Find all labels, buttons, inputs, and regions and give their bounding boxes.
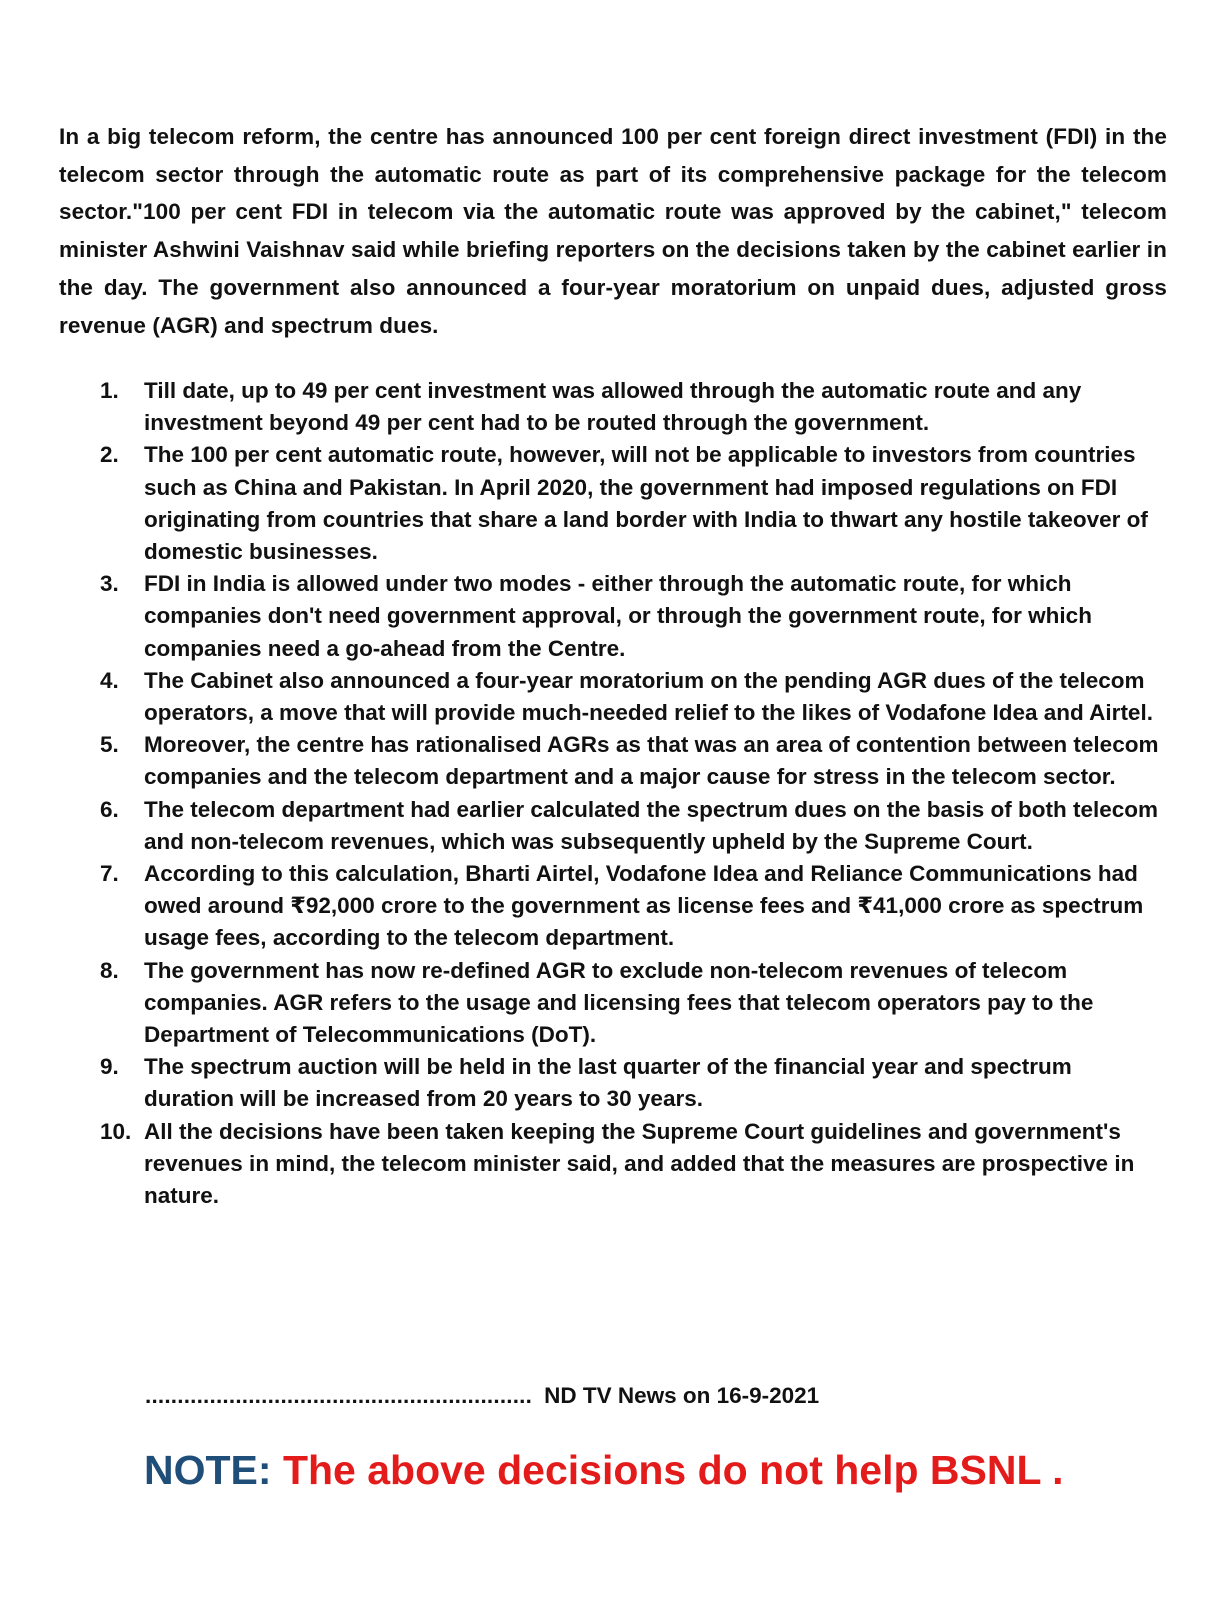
numbered-list xyxy=(100,375,1165,1212)
list-item xyxy=(100,665,1165,729)
list-item-text: FDI in India is allowed under two modes - either through the automatic route, for which companies don't need government approval, or through the government route, for which companies need a go-ahead from the Centre. xyxy=(144,571,1092,661)
list-item xyxy=(100,568,1165,665)
note-banner xyxy=(144,1442,1064,1498)
list-item-number: 7. xyxy=(100,861,119,887)
list-item-text: According to this calculation, Bharti Airtel, Vodafone Idea and Reliance Communications had owed around ₹92,000 crore to the government as license fees and ₹41,000 crore as spectrum usage fees, according to the telecom department. xyxy=(144,861,1144,951)
list-item-text: The 100 per cent automatic route, however, will not be applicable to investors from countries such as China and Pakistan. In April 2020, the government had imposed regulations on FDI originating from countries that share a land border with India to thwart any hostile takeover of domestic businesses. xyxy=(144,442,1148,565)
list-item-number: 2. xyxy=(100,442,119,468)
list-item xyxy=(100,955,1165,1052)
list-item xyxy=(100,439,1165,568)
list-item-number: 3. xyxy=(100,571,119,597)
list-item-number: 4. xyxy=(100,667,119,693)
note-label: NOTE: xyxy=(144,1447,272,1493)
list-item xyxy=(100,375,1165,439)
list-item-number: 6. xyxy=(100,796,119,822)
intro-paragraph: In a big telecom reform, the centre has announced 100 per cent foreign direct investment (FDI) in the telecom sector through the automatic route as part of its comprehensive package for the telecom sector."100 per cent FDI in telecom via the automatic route was approved by the cabinet," telecom minister Ashwini Vaishnav said while briefing reporters on the decisions taken by the cabinet earlier in the day. The government also announced a four-year moratorium on unpaid dues, adjusted gross revenue (AGR) and spectrum dues. xyxy=(59,124,1167,338)
list-item-text: Moreover, the centre has rationalised AGRs as that was an area of contention between telecom companies and the telecom department and a major cause for stress in the telecom sector. xyxy=(144,732,1159,790)
list-item xyxy=(100,729,1165,793)
list-item xyxy=(100,1116,1165,1213)
list-item-text: The Cabinet also announced a four-year moratorium on the pending AGR dues of the telecom operators, a move that will provide much-needed relief to the likes of Vodafone Idea and Airtel. xyxy=(144,667,1153,726)
list-item-number: 1. xyxy=(100,378,119,403)
list-item xyxy=(100,794,1165,858)
list-item xyxy=(100,1051,1165,1115)
source-label: ND TV News on 16-9-2021 xyxy=(544,1383,820,1408)
list-item-text: The telecom department had earlier calculated the spectrum dues on the basis of both telecom and non-telecom revenues, which was subsequently upheld by the Supreme Court. xyxy=(144,796,1158,854)
list-item-text: All the decisions have been taken keeping the Supreme Court guidelines and government's revenues in mind, the telecom minister said, and added that the measures are prospective in nature. xyxy=(144,1118,1135,1209)
source-dots: ............................................................ xyxy=(145,1383,533,1408)
source-credit xyxy=(145,1380,819,1412)
note-text: The above decisions do not help BSNL . xyxy=(271,1447,1064,1493)
list-item-number: 10. xyxy=(100,1118,132,1144)
list-item-number: 8. xyxy=(100,957,119,983)
list-item-number: 5. xyxy=(100,732,119,758)
list-item-text: The spectrum auction will be held in the last quarter of the financial year and spectrum duration will be increased from 20 years to 30 years. xyxy=(144,1054,1072,1112)
list-item-number: 9. xyxy=(100,1054,119,1080)
list-item xyxy=(100,858,1165,955)
list-item-text: The government has now re-defined AGR to exclude non-telecom revenues of telecom companies. AGR refers to the usage and licensing fees that telecom operators pay to the Department of Telecommunications (DoT). xyxy=(144,957,1094,1048)
list-item-text: Till date, up to 49 per cent investment was allowed through the automatic route and any investment beyond 49 per cent had to be routed through the government. xyxy=(144,378,1082,436)
